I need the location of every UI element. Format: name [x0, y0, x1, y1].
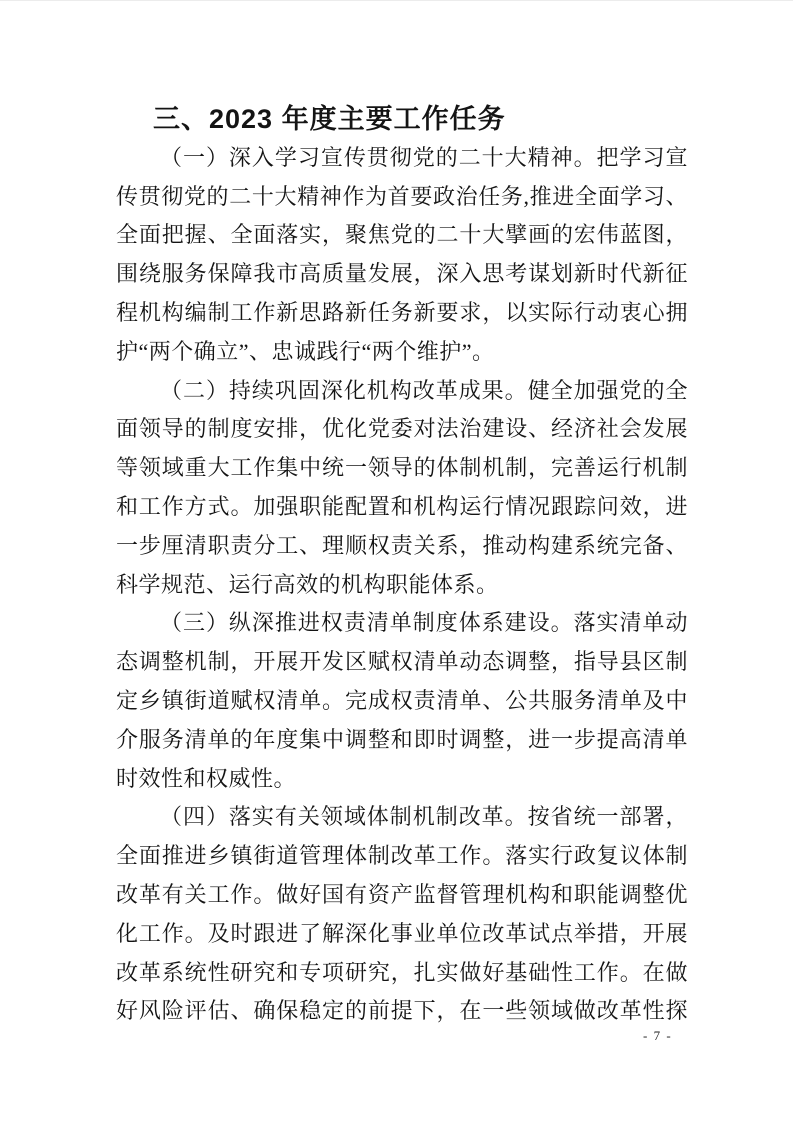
paragraph: [116, 139, 688, 372]
text-line: 围绕服务保障我市高质量发展，深入思考谋划新时代新征: [116, 261, 688, 287]
text-line: 介服务清单的年度集中调整和即时调整，进一步提高清单: [116, 726, 688, 752]
text-line: 全面把握、全面落实，聚焦党的二十大擘画的宏伟蓝图，: [116, 222, 688, 248]
document-content: [116, 100, 688, 1031]
text-line: 态调整机制，开展开发区赋权清单动态调整，指导县区制: [116, 649, 688, 675]
text-line: 化工作。及时跟进了解深化事业单位改革试点举措，开展: [116, 920, 688, 946]
paragraph: [116, 372, 688, 605]
text-line: 改革有关工作。做好国有资产监督管理机构和职能调整优: [116, 881, 688, 907]
text-line: 改革系统性研究和专项研究，扎实做好基础性工作。在做: [116, 959, 688, 985]
document-body: [116, 139, 688, 1031]
text-line: 科学规范、运行高效的机构职能体系。: [116, 571, 499, 597]
text-line: 时效性和权威性。: [116, 765, 297, 791]
text-line: 程机构编制工作新思路新任务新要求，以实际行动衷心拥: [116, 299, 688, 325]
text-line: 全面推进乡镇街道管理体制改革工作。落实行政复议体制: [116, 843, 688, 869]
text-line: 传贯彻党的二十大精神作为首要政治任务,推进全面学习、: [116, 183, 688, 209]
text-line: 一步厘清职责分工、理顺权责关系，推动构建系统完备、: [116, 532, 688, 558]
paragraph: [116, 604, 688, 798]
text-line: （一）深入学习宣传贯彻党的二十大精神。把学习宣: [160, 144, 688, 170]
text-line: 面领导的制度安排，优化党委对法治建设、经济社会发展: [116, 416, 688, 442]
page-number: - 7 -: [643, 1028, 673, 1043]
text-line: 等领域重大工作集中统一领导的体制机制，完善运行机制: [116, 455, 688, 481]
text-line: 和工作方式。加强职能配置和机构运行情况跟踪问效，进: [116, 493, 688, 519]
paragraph: [116, 798, 688, 1031]
text-line: （三）纵深推进权责清单制度体系建设。落实清单动: [160, 610, 688, 636]
text-line: 定乡镇街道赋权清单。完成权责清单、公共服务清单及中: [116, 687, 688, 713]
section-title: 三、2023 年度主要工作任务: [153, 104, 506, 134]
text-line: 好风险评估、确保稳定的前提下，在一些领域做改革性探: [116, 998, 688, 1024]
text-line: （四）落实有关领域体制机制改革。按省统一部署，: [160, 804, 688, 830]
text-line: （二）持续巩固深化机构改革成果。健全加强党的全: [160, 377, 688, 403]
text-line: 护“两个确立”、忠诚践行“两个维护”。: [116, 338, 495, 364]
